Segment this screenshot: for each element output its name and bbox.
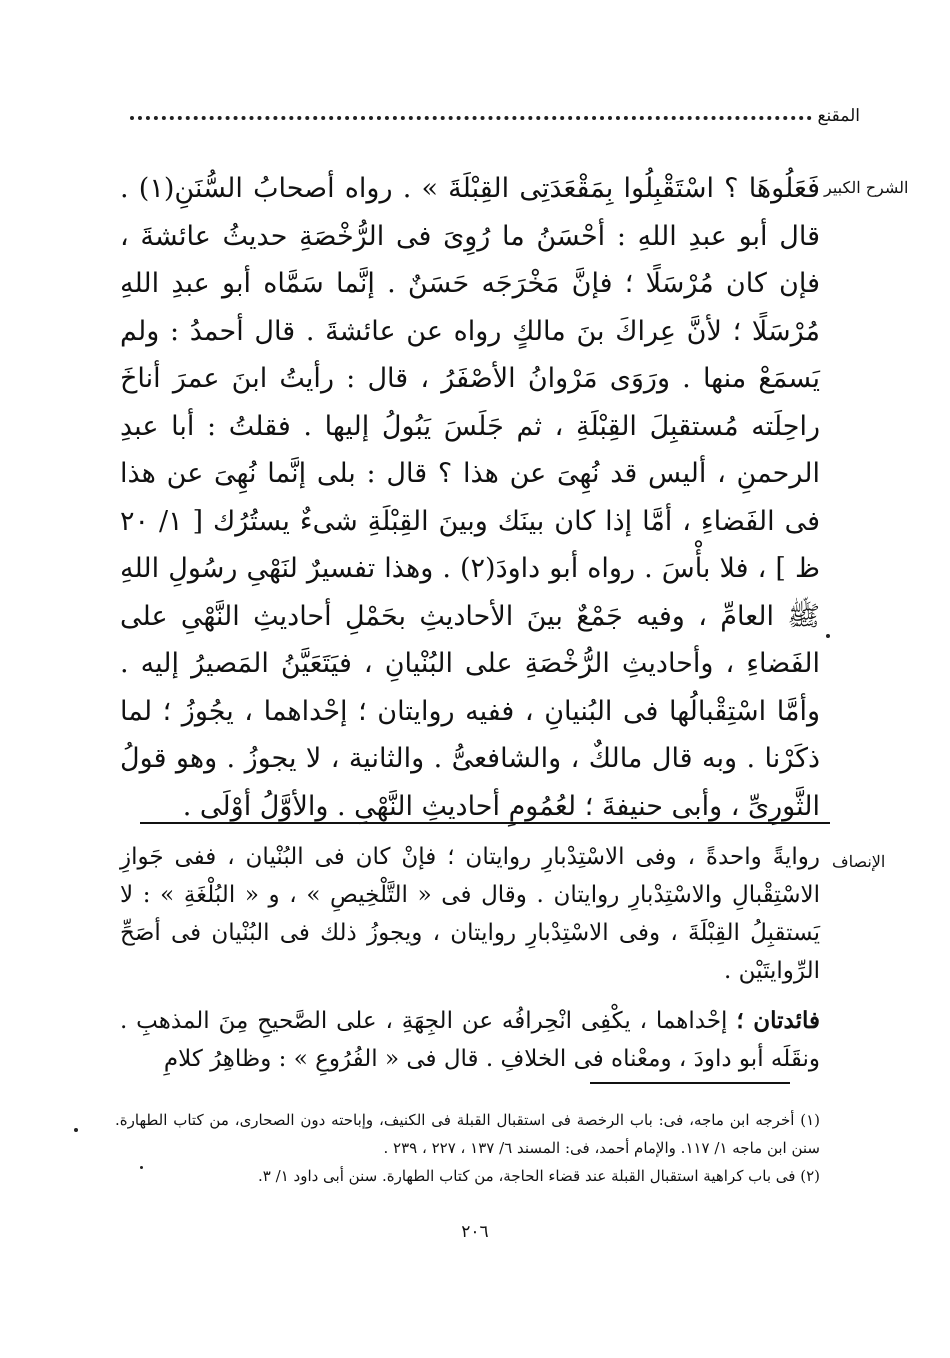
main-commentary-text: فَعَلُوهَا ؟ اسْتَقْبِلُوا بِمَقْعَدَتِى القِبْلَةَ » . رواه أصحابُ السُّنَنِ(١) . قال أبو عبدِ اللهِ : أحْسَنُ ما رُوِىَ فى الرُّخْصَةِ حديثُ عائشةَ ، فإن كان مُرْسَلًا ؛ فإنَّ مَخْرَجَه حَسَنٌ . إنَّما سَمَّاه أبو عبدِ اللهِ مُرْسَلًا ؛ لأنَّ عِراكَ بنَ مالكٍ رواه عن عائشةَ . قال أحمدُ : ولم يَسمَعْ منها . ورَوَى مَرْوانُ الأصْفَرُ ، قال : رأيتُ ابنَ عمرَ أناخَ راحِلَته مُستقبِلَ القِبْلَةِ ، ثم جَلَسَ يَبُولُ إليها . فقلتُ : أبا عبدِ الرحمنِ ، أليس قد نُهِىَ عن هذا ؟ قال : بلى إنَّما نُهِىَ عن هذا فى الفَضاءِ ، أمَّا إذا كان بينَك وبينَ القِبْلَةِ شىءٌ يستُرُك [ ١/ ٢٠ ظ ] ، فلا بأْسَ . رواه أبو داودَ(٢) . وهذا تفسيرٌ لنَهْىِ رسُولِ اللهِ ﷺ العامِّ ، وفيه جَمْعٌ بينَ الأحاديثِ بحَمْلِ أحاديثِ النَّهْىِ على الفَضاءِ ، وأحاديثِ الرُّخْصَةِ على البُنْيانِ ، فيَتَعَيَّنُ المَصيرُ إليه . وأمَّا اسْتِقْبالُها فى البُنيانِ ، ففيه روايتان ؛ إحْداهما ، يجُوزُ ؛ لما ذكَرْنا . وبه قال مالكٌ ، والشافعىُّ . والثانية ، لا يجوزُ . وهو قولُ الثَّورِىِّ ، وأبى حنيفةَ ؛ لعُمُومِ أحاديثِ النَّهْىِ . والأوَّلُ أوْلَى .	[120, 173, 820, 822]
footnote-1: (١) أخرجه ابن ماجه، فى: باب الرخصة فى استقبال القبلة فى الكنيف، وإباحته دون الصحارى، من كتاب الطهارة. سنن ابن ماجه ١/ ١١٧. والإمام أحمد، فى: المسند ٦/ ١٣٧ ، ٢٢٧ ، ٢٣٩ .	[115, 1111, 820, 1157]
footnote-rule	[590, 1082, 790, 1084]
dotted-leader	[130, 112, 812, 120]
section-divider	[140, 822, 830, 824]
insaf-paragraph-2	[120, 1002, 820, 1078]
scan-speck	[74, 1128, 78, 1132]
side-label-insaf: الإنصاف	[832, 852, 886, 871]
footnotes	[115, 1106, 820, 1190]
scan-speck	[140, 1166, 143, 1169]
insaf-section	[120, 838, 820, 1078]
scan-speck	[826, 634, 830, 638]
insaf-paragraph-2-lead: فائدتان ؛	[736, 1007, 820, 1034]
side-label-sharh: الشرح الكبير	[824, 178, 909, 197]
insaf-paragraph-1: روايةً واحدةً ، وفى الاسْتِدْبارِ روايتان ؛ فإنْ كان فى البُنْيان ، ففى جَوازِ الاسْتِقْبالِ والاسْتِدْبارِ روايتان . وقال فى « التَّلْخِيصِ » ، و « البُلْغَةِ » : لا يَستقبِلُ القِبْلَةَ ، وفى الاسْتِدْبارِ روايتان ، ويجوزُ ذلك فى البُنْيان فى أصَحِّ الرِّوايتَيْن .	[120, 844, 820, 984]
footnote-2: (٢) فى باب كراهية استقبال القبلة عند قضاء الحاجة، من كتاب الطهارة. سنن أبى داود ١/ ٣.	[258, 1167, 820, 1185]
running-head	[130, 96, 860, 136]
insaf-paragraph-2-rest: إحْداهما ، يكْفِى انْحِرافُه عن الجِهَةِ ، على الصَّحيحِ مِنَ المذهبِ . ونقَلَه أبو داودَ ، ومعْناه فى الخلافِ . قال فى « الفُرُوعِ » : وظاهِرُ كلامِ	[120, 1008, 820, 1072]
page-number: ٢٠٦	[461, 1222, 489, 1242]
running-head-title: المقنع	[817, 106, 860, 126]
